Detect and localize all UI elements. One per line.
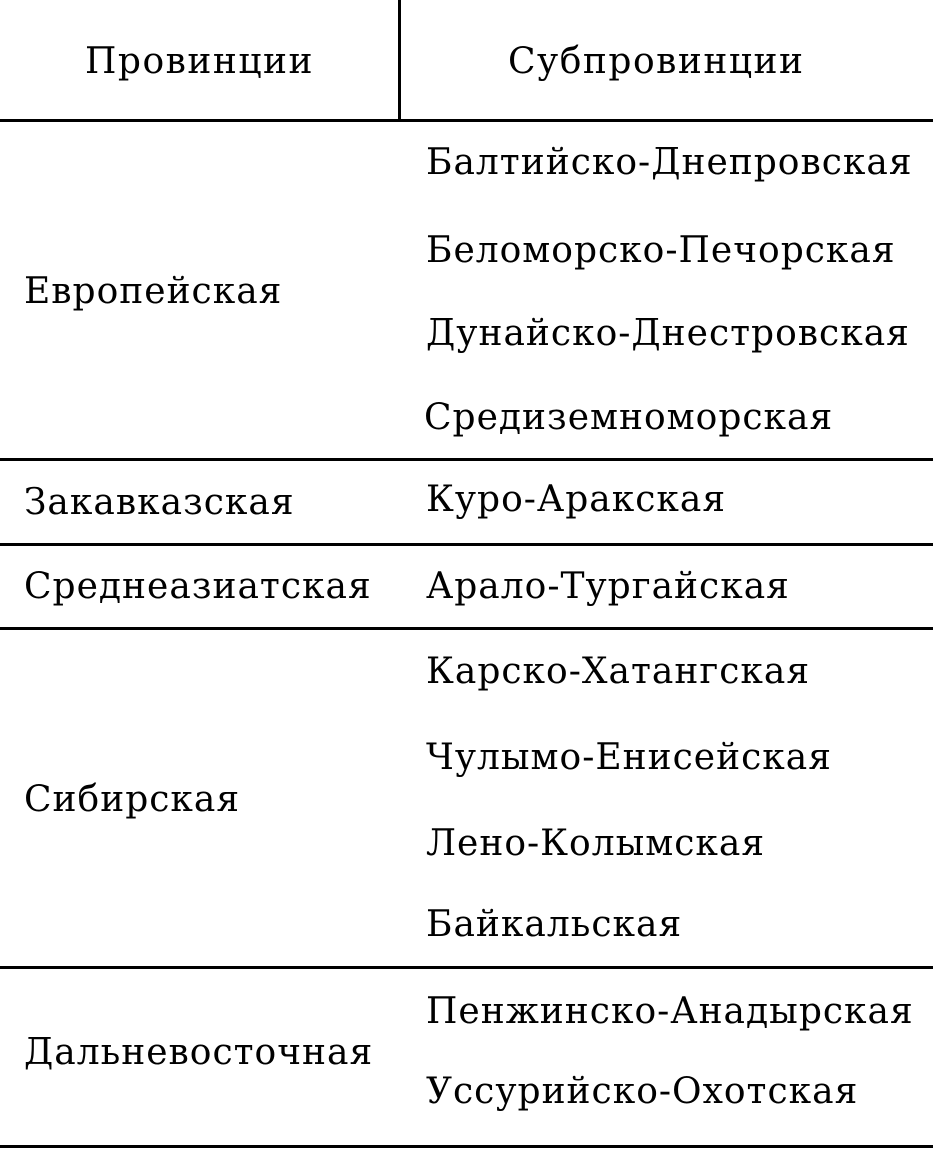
subprovince-cell: Беломорско-Печорская [426,230,896,271]
subprovince-cell: Средиземноморская [424,397,834,438]
subprovince-cell: Байкальская [426,904,683,945]
table-bottom-rule [0,1145,933,1148]
subprovince-cell: Дунайско-Днестровская [426,313,910,354]
province-cell: Сибирская [24,779,241,820]
province-cell: Дальневосточная [24,1032,374,1073]
row-rule [0,458,933,461]
subprovince-cell: Чулымо-Енисейская [426,737,832,778]
subprovince-cell: Куро-Аракская [426,479,727,520]
subprovince-cell: Пенжинско-Анадырская [426,991,914,1032]
header-column-divider [398,0,401,121]
row-rule [0,627,933,630]
header-bottom-rule [0,119,933,122]
subprovince-cell: Уссурийско-Охотская [426,1071,859,1112]
province-cell: Закавказская [24,482,295,523]
province-cell: Европейская [24,271,283,312]
header-province: Провинции [85,41,315,82]
row-rule [0,966,933,969]
header-subprovince: Субпровинции [508,41,805,82]
row-rule [0,543,933,546]
subprovince-cell: Балтийско-Днепровская [426,142,913,183]
subprovince-cell: Арало-Тургайская [426,566,790,607]
province-cell: Среднеазиатская [24,566,372,607]
subprovince-cell: Карско-Хатангская [426,651,811,692]
subprovince-cell: Лено-Колымская [426,823,766,864]
